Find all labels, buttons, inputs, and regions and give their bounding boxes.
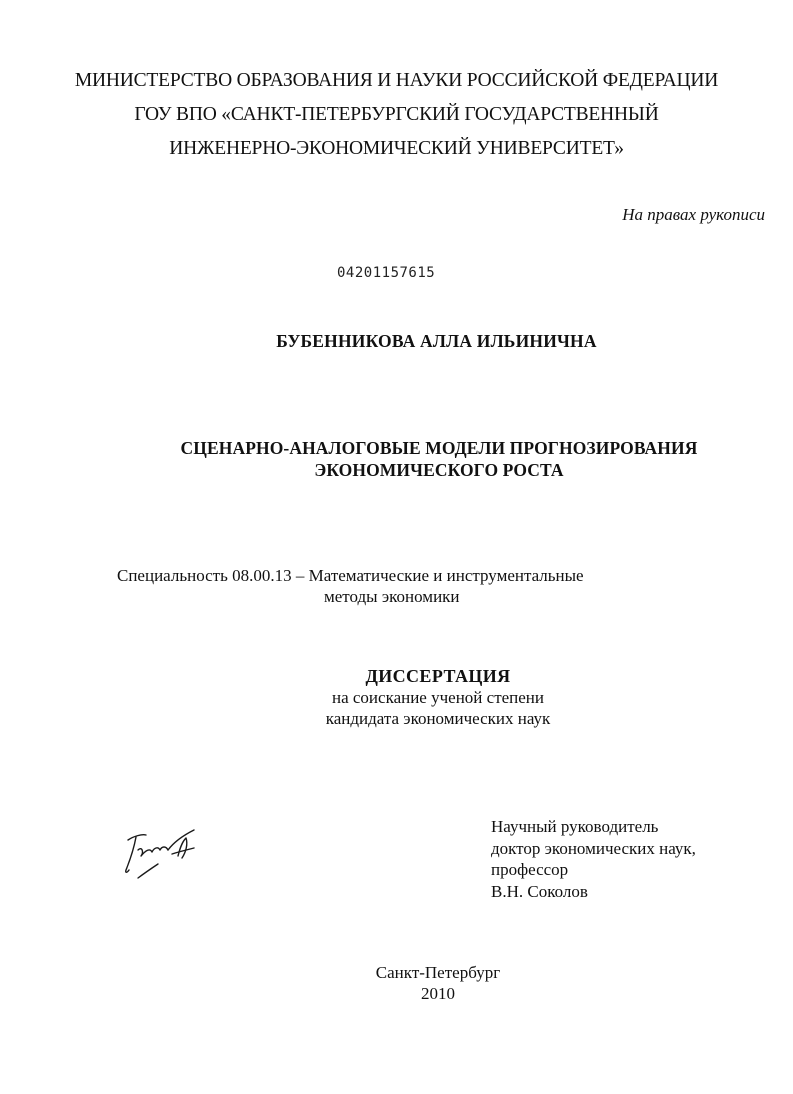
- year: 2010: [421, 984, 455, 1003]
- author-name: БУБЕННИКОВА АЛЛА ИЛЬИНИЧНА: [276, 331, 597, 351]
- manuscript-rights-note: На правах рукописи: [622, 205, 765, 224]
- specialty-block: [117, 565, 584, 607]
- signature-icon: [116, 826, 208, 882]
- dissertation-label: ДИССЕРТАЦИЯ: [365, 666, 511, 686]
- dissertation-title: [0, 437, 793, 481]
- header-line-3: ИНЖЕНЕРНО-ЭКОНОМИЧЕСКИЙ УНИВЕРСИТЕТ»: [169, 138, 624, 159]
- dissertation-line-2: кандидата экономических наук: [325, 709, 551, 728]
- place-year-block: [0, 962, 793, 1004]
- dissertation-block: [0, 666, 793, 729]
- advisor-degree: доктор экономических наук,: [491, 838, 696, 858]
- header-line-1: МИНИСТЕРСТВО ОБРАЗОВАНИЯ И НАУКИ РОССИЙСКОЙ ФЕДЕРАЦИИ: [74, 70, 719, 91]
- header-line-2: ГОУ ВПО «САНКТ-ПЕТЕРБУРГСКИЙ ГОСУДАРСТВЕННЫЙ: [134, 104, 659, 125]
- dissertation-line-1: на соискание ученой степени: [331, 688, 545, 707]
- advisor-name: В.Н. Соколов: [491, 881, 588, 901]
- title-line-2: ЭКОНОМИЧЕСКОГО РОСТА: [314, 460, 564, 480]
- ministry-header: [0, 64, 793, 166]
- specialty-line-1: Специальность 08.00.13 – Математические и инструментальные: [117, 566, 584, 585]
- advisor-role: Научный руководитель: [491, 817, 659, 836]
- city: Санкт-Петербург: [375, 963, 501, 982]
- archive-number-stamp: 04201157615: [337, 265, 436, 281]
- specialty-line-2: методы экономики: [324, 587, 460, 606]
- advisor-title: профессор: [491, 860, 569, 879]
- title-line-1: СЦЕНАРНО-АНАЛОГОВЫЕ МОДЕЛИ ПРОГНОЗИРОВАНИЯ: [180, 438, 698, 458]
- advisor-block: [491, 816, 696, 902]
